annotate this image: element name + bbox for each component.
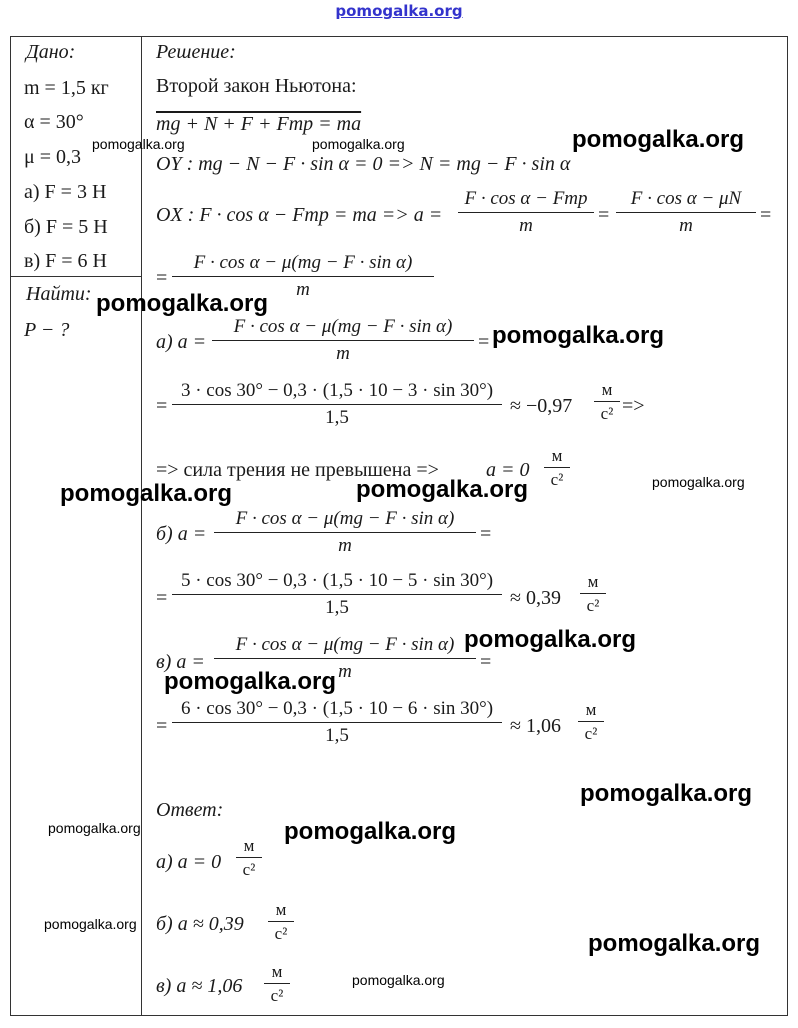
fraction-bar xyxy=(172,276,434,277)
watermark: pomogalka.org xyxy=(164,668,337,695)
find-header: Найти: xyxy=(26,283,92,305)
unit-numerator: м xyxy=(601,380,613,399)
unit-numerator: м xyxy=(585,700,597,719)
case-c-calc-denominator: 1,5 xyxy=(325,725,349,746)
given-mass: m = 1,5 кг xyxy=(24,77,109,99)
watermark: pomogalka.org xyxy=(572,126,745,153)
case-c-calc-numerator: 6 · cos 30° − 0,3 · (1,5 · 10 − 6 · sin 30°) xyxy=(180,698,494,719)
case-a-calculation xyxy=(172,380,502,429)
watermark: pomogalka.org xyxy=(588,930,761,957)
case-a-formula-denominator: m xyxy=(336,343,350,364)
column-divider xyxy=(141,36,142,1015)
equals-sign: = xyxy=(478,331,490,353)
case-b-formula-numerator: F · cos α − μ(mg − F · sin α) xyxy=(235,508,455,529)
unit-m-per-s2 xyxy=(264,962,290,1005)
unit-m-per-s2 xyxy=(268,900,294,943)
fraction-bar xyxy=(594,401,620,402)
case-a-formula xyxy=(212,316,474,365)
case-c-result: ≈ 1,06 xyxy=(510,715,561,737)
equals-sign: = xyxy=(156,395,168,417)
unit-denominator: с² xyxy=(270,986,284,1005)
find-unknown: P − ? xyxy=(24,319,70,341)
a-zero: a = 0 xyxy=(486,459,530,481)
unit-m-per-s2 xyxy=(580,572,606,615)
case-b-label: б) a = xyxy=(156,523,207,545)
fraction-bar xyxy=(578,721,604,722)
given-force-c: в) F = 6 Н xyxy=(24,250,107,272)
case-c-label: в) a = xyxy=(156,651,205,673)
fraction-bar xyxy=(458,212,594,213)
ox-fraction-1-numerator: F · cos α − Fтр xyxy=(464,188,588,209)
watermark: pomogalka.org xyxy=(312,136,405,152)
unit-denominator: с² xyxy=(550,470,564,489)
ox-fraction-1-denominator: m xyxy=(519,215,533,236)
fraction-bar xyxy=(236,857,262,858)
given-header: Дано: xyxy=(26,41,76,63)
oy-equation: OY : mg − N − F · sin α = 0 => N = mg − F · sin α xyxy=(156,153,571,175)
watermark: pomogalka.org xyxy=(580,780,753,807)
fraction-bar xyxy=(268,921,294,922)
case-a-calc-numerator: 3 · cos 30° − 0,3 · (1,5 · 10 − 3 · sin 30°) xyxy=(180,380,494,401)
watermark: pomogalka.org xyxy=(284,818,457,845)
watermark: pomogalka.org xyxy=(60,480,233,507)
unit-numerator: м xyxy=(587,572,599,591)
given-friction-coef: μ = 0,3 xyxy=(24,146,82,168)
given-find-divider xyxy=(10,276,141,277)
case-b-calc-denominator: 1,5 xyxy=(325,597,349,618)
watermark: pomogalka.org xyxy=(96,290,269,317)
equals-sign: = xyxy=(480,523,492,545)
case-a-calc-denominator: 1,5 xyxy=(325,407,349,428)
given-angle: α = 30° xyxy=(24,111,84,133)
case-c-formula-numerator: F · cos α − μ(mg − F · sin α) xyxy=(235,634,455,655)
watermark: pomogalka.org xyxy=(652,474,745,490)
case-b-calc-numerator: 5 · cos 30° − 0,3 · (1,5 · 10 − 5 · sin 30°) xyxy=(180,570,494,591)
general-formula-denominator: m xyxy=(296,279,310,300)
case-c-calculation xyxy=(172,698,502,747)
fraction-bar xyxy=(214,532,476,533)
given-force-b: б) F = 5 Н xyxy=(24,216,108,238)
fraction-bar xyxy=(544,467,570,468)
fraction-bar xyxy=(580,593,606,594)
ox-equation: OX : F · cos α − Fтр = ma => a = xyxy=(156,204,443,226)
implies-arrow: => xyxy=(622,395,645,417)
case-b-calculation xyxy=(172,570,502,619)
answer-a: а) a = 0 xyxy=(156,851,222,873)
fraction-bar xyxy=(264,983,290,984)
general-formula-numerator: F · cos α − μ(mg − F · sin α) xyxy=(193,252,413,273)
given-force-a: а) F = 3 Н xyxy=(24,181,107,203)
unit-numerator: м xyxy=(275,900,287,919)
case-a-formula-numerator: F · cos α − μ(mg − F · sin α) xyxy=(233,316,453,337)
unit-m-per-s2 xyxy=(594,380,620,423)
newton-law-title: Второй закон Ньютона: xyxy=(156,75,357,97)
unit-numerator: м xyxy=(243,836,255,855)
unit-numerator: м xyxy=(551,446,563,465)
case-a-result: ≈ −0,97 xyxy=(510,395,573,417)
equals-sign: = xyxy=(156,715,168,737)
fraction-bar xyxy=(214,658,476,659)
fraction-bar xyxy=(212,340,474,341)
unit-denominator: с² xyxy=(242,860,256,879)
watermark: pomogalka.org xyxy=(492,322,665,349)
watermark: pomogalka.org xyxy=(356,476,529,503)
fraction-bar xyxy=(172,404,502,405)
unit-m-per-s2 xyxy=(578,700,604,743)
unit-denominator: с² xyxy=(586,596,600,615)
case-b-result: ≈ 0,39 xyxy=(510,587,561,609)
equals-sign: = xyxy=(156,267,168,289)
watermark: pomogalka.org xyxy=(352,972,445,988)
ox-fraction-2 xyxy=(616,188,756,237)
unit-denominator: с² xyxy=(584,724,598,743)
fraction-bar xyxy=(172,594,502,595)
equals-sign: = xyxy=(480,651,492,673)
case-b-formula xyxy=(214,508,476,557)
ox-fraction-2-denominator: m xyxy=(679,215,693,236)
ox-fraction-1 xyxy=(458,188,594,237)
ox-fraction-2-numerator: F · cos α − μN xyxy=(630,188,742,209)
answer-b: б) a ≈ 0,39 xyxy=(156,913,244,935)
watermark: pomogalka.org xyxy=(44,916,137,932)
answer-header: Ответ: xyxy=(156,799,224,821)
unit-denominator: с² xyxy=(274,924,288,943)
watermark: pomogalka.org xyxy=(48,820,141,836)
answer-c: в) a ≈ 1,06 xyxy=(156,975,243,997)
solution-header: Решение: xyxy=(156,41,236,63)
case-a-label: а) a = xyxy=(156,331,207,353)
vector-equation: mg + N + F + Fтр = ma xyxy=(156,113,362,135)
case-c-formula-denominator: m xyxy=(338,661,352,682)
unit-numerator: м xyxy=(271,962,283,981)
watermark: pomogalka.org xyxy=(464,626,637,653)
equals-sign: = xyxy=(156,587,168,609)
fraction-bar xyxy=(172,722,502,723)
case-b-formula-denominator: m xyxy=(338,535,352,556)
site-link[interactable]: pomogalka.org xyxy=(335,2,463,20)
unit-denominator: с² xyxy=(600,404,614,423)
equals-sign: = xyxy=(598,204,610,226)
friction-note: => сила трения не превышена => xyxy=(156,459,439,481)
watermark: pomogalka.org xyxy=(92,136,185,152)
unit-m-per-s2 xyxy=(236,836,262,879)
equals-sign: = xyxy=(760,204,772,226)
fraction-bar xyxy=(616,212,756,213)
unit-m-per-s2 xyxy=(544,446,570,489)
